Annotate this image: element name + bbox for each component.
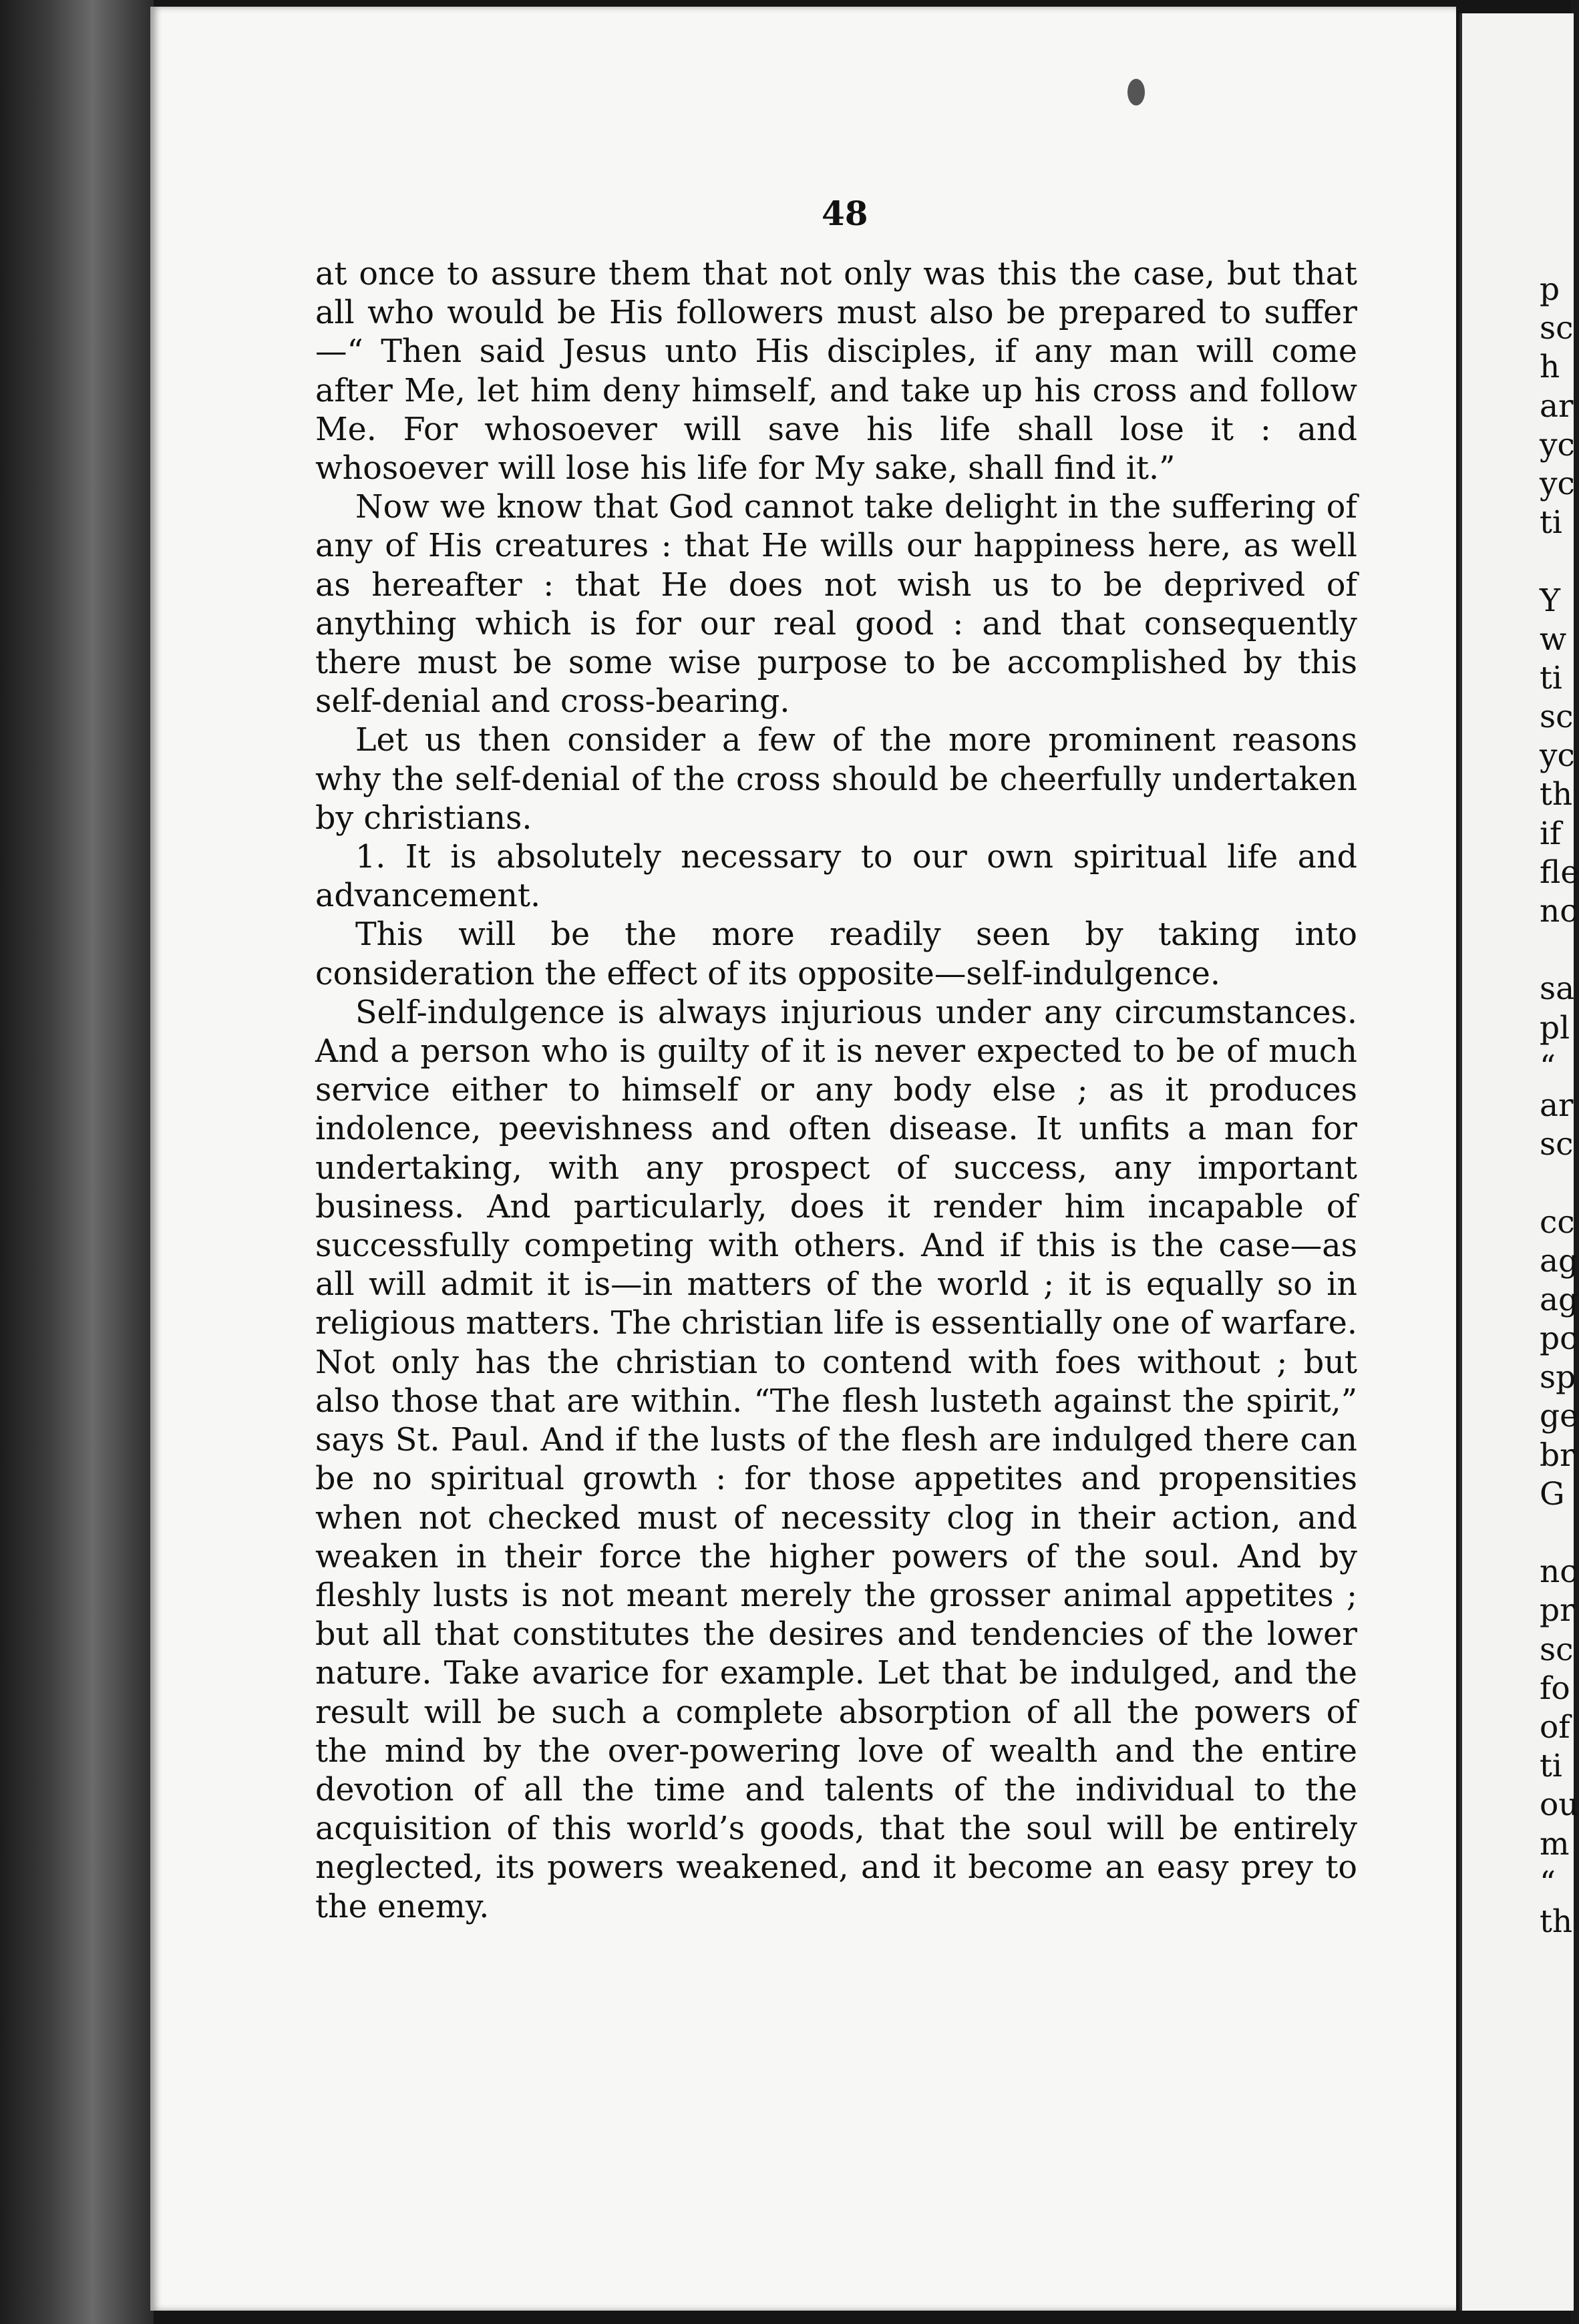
facing-page-fragment: ti [1540, 659, 1562, 697]
facing-page-fragment: nc [1540, 893, 1578, 930]
facing-page-fragment: h [1540, 349, 1560, 386]
facing-page-fragment: pr [1540, 1592, 1575, 1629]
facing-page-fragment: cc [1540, 1203, 1575, 1241]
facing-page-fragment [1540, 542, 1571, 581]
facing-page-fragment: ou [1540, 1786, 1579, 1824]
facing-page-fragment: “ [1540, 1048, 1556, 1085]
facing-page-fragment: sc [1540, 699, 1574, 736]
facing-page-fragment: nc [1540, 1553, 1578, 1591]
paragraph: Let us then consider a few of the more prominent reasons why the self-denial of the cross should be cheerfully undertaken by christians. [315, 722, 1357, 837]
facing-page-fragment: ar [1540, 387, 1574, 425]
facing-page-fragment: “ [1540, 1864, 1556, 1901]
facing-page-fragment: sp [1540, 1359, 1576, 1396]
facing-page-fragment: sc [1540, 310, 1574, 347]
body-text [315, 255, 1357, 1927]
paragraph: Now we know that God cannot take delight in the suffering of any of His creatures : that He wills our happiness here, as well as hereafter : that He does not wish us to be deprived of anything which is for our real good : and that consequently there must be some wise purpose to be accomplished by this self-denial and cross-bearing. [315, 489, 1357, 721]
facing-page-fragment: ti [1540, 504, 1562, 542]
paragraph: Self-indulgence is always injurious under any circumstances. And a person who is guilty of it is never expected to be of much service either to himself or any body else ; as it produces indolence, peevishness and often disease. It unfits a man for undertaking, with any prospect of success, any important business. And particularly, does it render him incapable of successfully competing with others. And if this is the case—as all will admit it is—in matters of the world ; it is equally so in religious matters. The christian life is essentially one of warfare. Not only has the christian to contend with foes without ; but also those that are within. “The flesh lusteth against the spirit,” says St. Paul. And if the lusts of the flesh are indulged there can be no spiritual growth : for those appetites and propensities when not checked must of necessity clog in their action, and weaken in their force the higher powers of the soul. And by fleshly lusts is not meant merely the grosser animal appetites ; but all that constitutes the desires and tendencies of the lower nature. Take avarice for example. Let that be indulged, and the result will be such a complete absorption of all the powers of the mind by the over-powering love of wealth and the entire devotion of all the time and talents of the individual to the acquisition of this world’s goods, that the soul will be entirely neglected, its powers weakened, and it become an easy prey to the enemy. [315, 994, 1357, 1925]
facing-page-fragment [1540, 931, 1571, 970]
facing-page-text-fragments [1540, 270, 1579, 1941]
facing-page-fragment: of [1540, 1708, 1570, 1746]
facing-page-fragment: th [1540, 776, 1573, 813]
facing-page-fragment: m [1540, 1825, 1570, 1863]
facing-page-fragment [1540, 1164, 1571, 1203]
facing-page-fragment: if [1540, 815, 1562, 852]
facing-page-fragment: G [1540, 1475, 1565, 1513]
ink-speck [1127, 79, 1145, 106]
facing-page-fragment: w [1540, 620, 1567, 658]
paragraph: 1. It is absolutely necessary to our own spiritual life and advancement. [315, 839, 1357, 915]
facing-page-fragment: br [1540, 1436, 1575, 1474]
facing-page-fragment [1540, 1514, 1571, 1553]
facing-page-fragment: ag [1540, 1242, 1579, 1280]
facing-page-fragment: fle [1540, 853, 1579, 891]
facing-page-fragment: Y [1540, 582, 1561, 619]
paragraph: This will be the more readily seen by taking into consideration the effect of its opposite—self-indulgence. [315, 916, 1357, 992]
facing-page-fragment: yc [1540, 737, 1575, 775]
facing-page-fragment: sc [1540, 1126, 1574, 1163]
facing-page-fragment: pc [1540, 1320, 1578, 1358]
paragraph: at once to assure them that not only was this the case, but that all who would be His followers must also be prepared to suffer—“ Then said Jesus unto His disciples, if any man will come after Me, let him deny himself, and take up his cross and follow Me. For whosoever will save his life shall lose it : and whosoever will lose his life for My sake, shall find it.” [315, 256, 1357, 488]
facing-page-fragment: ge [1540, 1398, 1578, 1435]
page-number: 48 [822, 194, 868, 233]
facing-page-fragment: ar [1540, 1087, 1574, 1124]
facing-page-fragment: sc [1540, 1631, 1574, 1668]
facing-page-fragment: sa [1540, 970, 1575, 1008]
facing-page-fragment: yc [1540, 465, 1575, 502]
facing-page-fragment: ag [1540, 1281, 1579, 1318]
facing-page-fragment: yc [1540, 426, 1575, 463]
facing-page-fragment: th [1540, 1903, 1573, 1940]
facing-page-fragment: fo [1540, 1670, 1570, 1707]
facing-page-fragment: p [1540, 271, 1560, 308]
book-gutter [0, 0, 154, 2324]
facing-page-fragment: ti [1540, 1748, 1562, 1785]
facing-page-fragment: pl [1540, 1009, 1570, 1046]
